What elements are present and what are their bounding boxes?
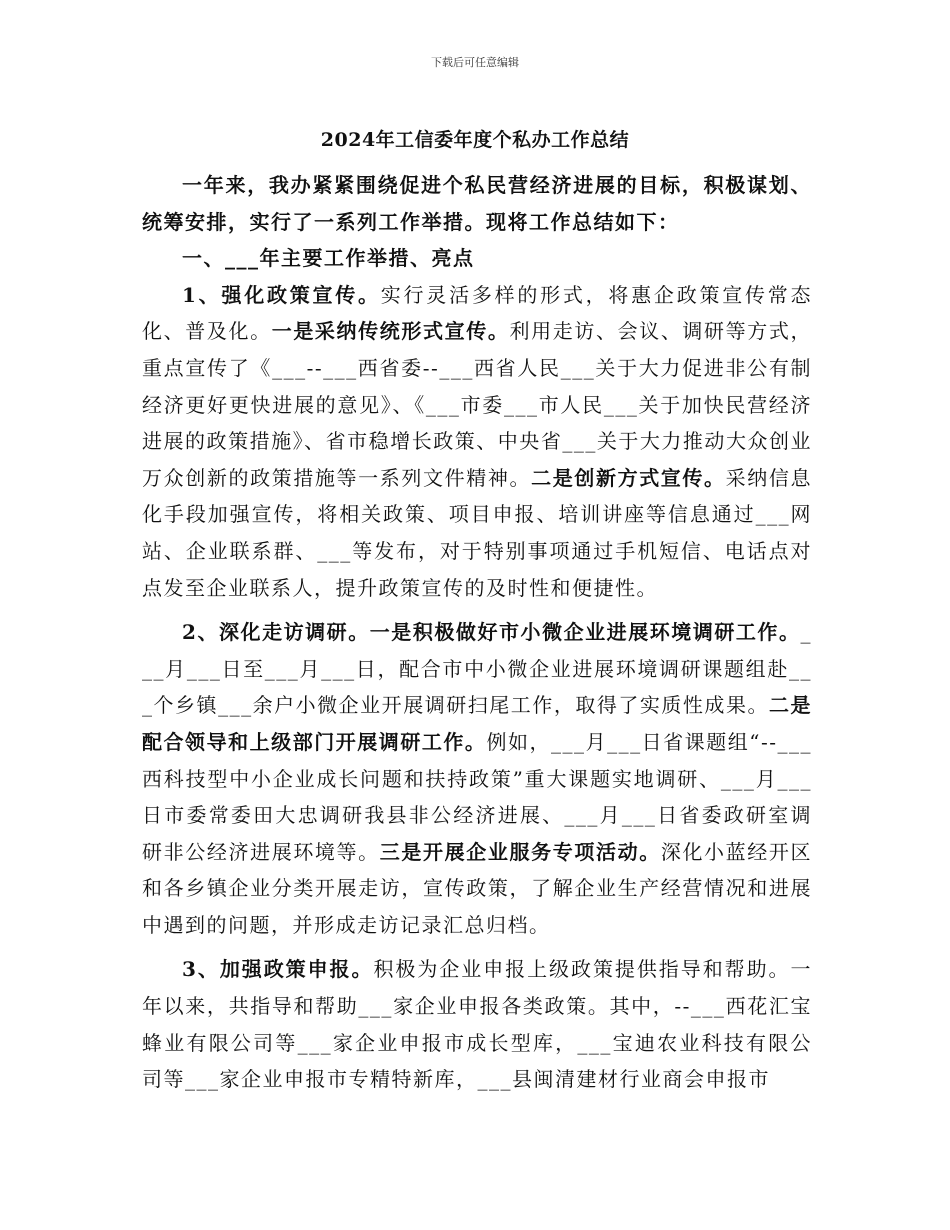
page-header: 下载后可任意编辑 xyxy=(431,56,519,69)
intro-paragraph: 一年来，我办紧紧围绕促进个私民营经济进展的目标，积极谋划、统筹安排，实行了一系列工作举措。现将工作总结如下： xyxy=(142,173,812,234)
item-2-paragraph xyxy=(142,614,812,943)
item-1-text-2: 利用走访、会议、调研等方式，重点宣传了《___--___西省委--___西省人民___关于大力促进非公有制经济更好更快进展的意见》、《___市委___市人民___关于加快民营经济进展的政策措施》、省市稳增长政策、中央省___关于大力推动大众创业万众创新的政策措施等一系列文件精神。 xyxy=(142,319,813,490)
item-2-text-1: ___月___日至___月___日，配合市中小微企业进展环境调研课题组赴___个乡镇___余户小微企业开展调研扫尾工作，取得了实质性成果。 xyxy=(142,620,813,718)
item-1-text-3: 采纳信息化手段加强宣传，将相关政策、项目申报、培训讲座等信息通过___网站、企业联系群、___等发布，对于特别事项通过手机短信、电话点对点发至企业联系人，提升政策宣传的及时性和便捷性。 xyxy=(142,465,813,600)
item-3-paragraph xyxy=(142,951,812,1097)
item-1-bold-2: 二是创新方式宣传。 xyxy=(531,465,726,490)
item-3-text-1: 积极为企业申报上级政策提供指导和帮助。一年以来，共指导和帮助___家企业申报各类政策。其中，--___西花汇宝蜂业有限公司等___家企业申报市成长型库，___宝迪农业科技有限公司等___家企业申报市专精特新库，___县闽清建材行业商会申报市 xyxy=(142,957,813,1092)
document-title: 2024年工信委年度个私办工作总结 xyxy=(320,129,630,151)
item-2-text-2: 例如，___月___日省课题组“--___西科技型中小企业成长问题和扶持政策”重大课题实地调研、___月___日市委常委田大忠调研我县非公经济进展、___月___日省委政研室调研非公经济进展环境等。 xyxy=(142,729,812,864)
item-3-lead: 3、加强政策申报。 xyxy=(182,957,374,982)
item-2-bold-3: 三是开展企业服务专项活动。 xyxy=(379,839,661,864)
item-1-text-1: 实行灵活多样的形式，将惠企政策宣传常态化、普及化。 xyxy=(142,282,812,344)
item-1-lead: 1、强化政策宣传。 xyxy=(182,282,381,307)
item-2-bold-1: 一是积极做好市小微企业进展环境调研工作。 xyxy=(369,620,801,645)
item-1-paragraph xyxy=(142,277,812,606)
item-2-text-3: 深化小蓝经开区和各乡镇企业分类开展走访，宣传政策，了解企业生产经营情况和进展中遇到的问题，并形成走访记录汇总归档。 xyxy=(142,839,813,937)
item-2-bold-2: 二是配合领导和上级部门开展调研工作。 xyxy=(142,693,813,754)
document-body xyxy=(142,167,812,1098)
item-1-bold-1: 一是采纳传统形式宣传。 xyxy=(271,319,510,344)
item-2-lead: 2、深化走访调研。 xyxy=(182,620,370,645)
section-heading: 一、___年主要工作举措、亮点 xyxy=(182,246,475,271)
